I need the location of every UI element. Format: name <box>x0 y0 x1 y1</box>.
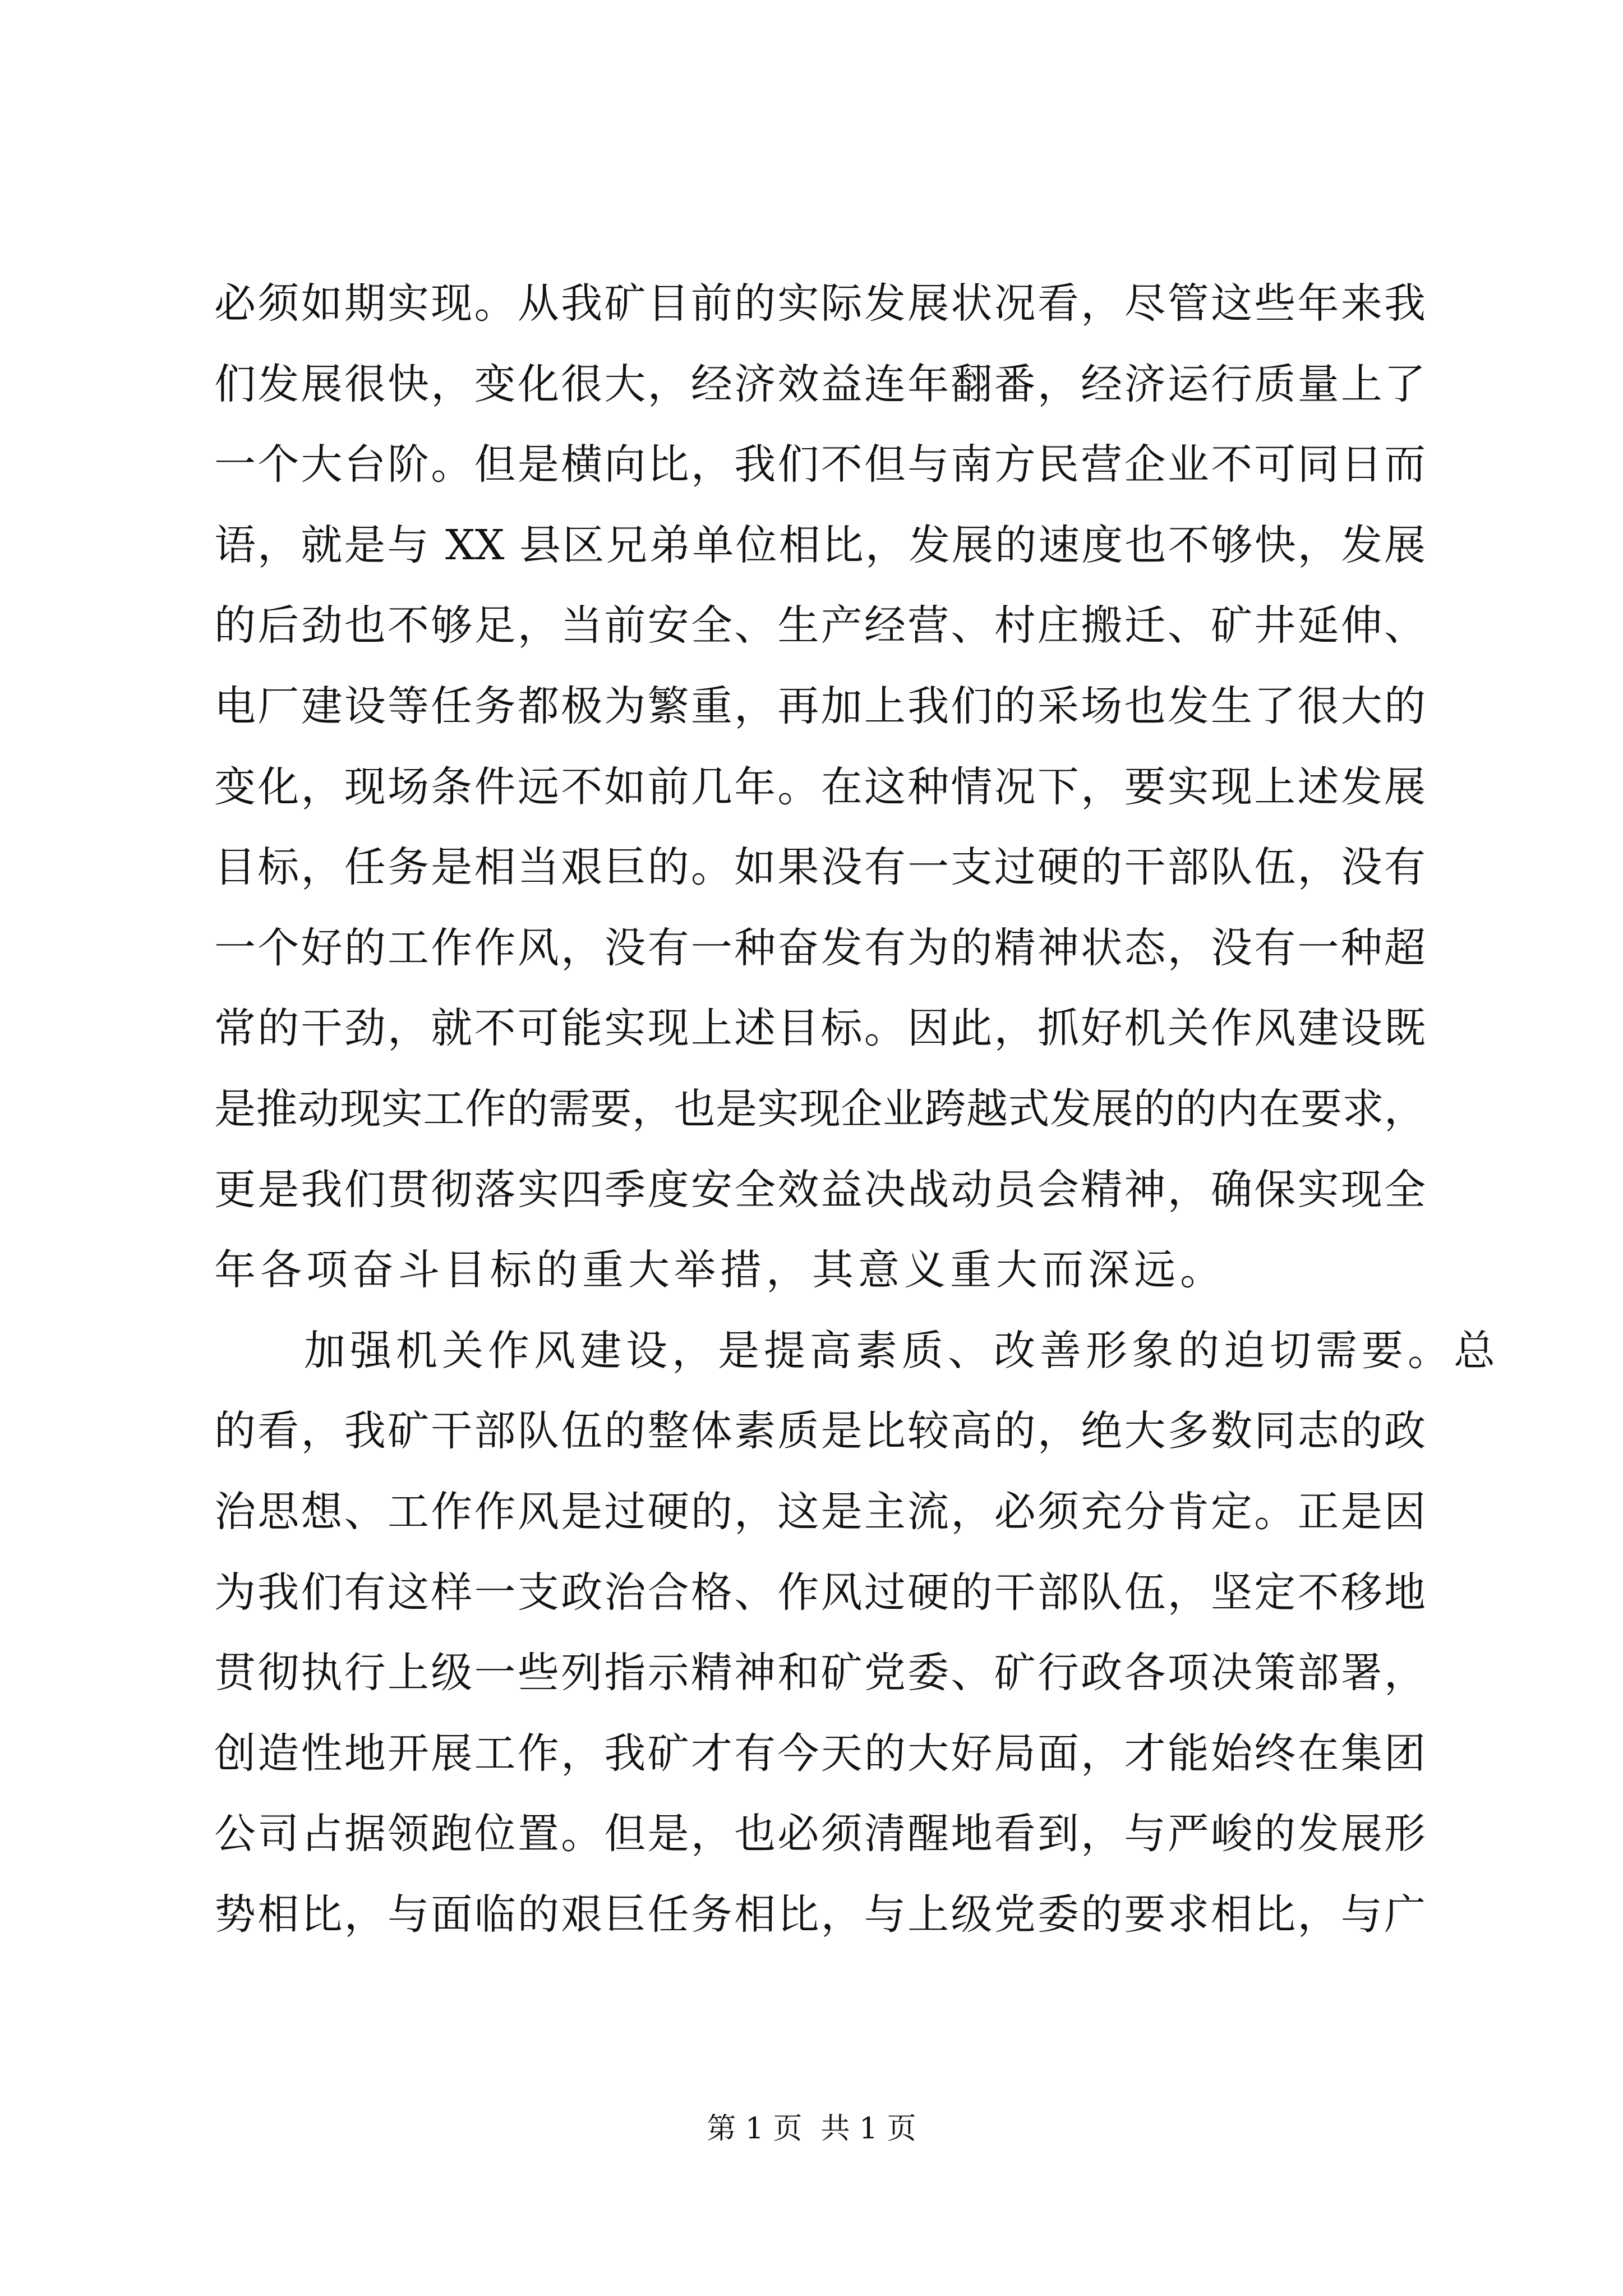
text-line: 必须如期实现。从我矿目前的实际发展状况看，尽管这些年来我 <box>214 279 1426 328</box>
text-line: 为我们有这样一支政治合格、作风过硬的干部队伍，坚定不移地 <box>214 1568 1426 1617</box>
body-text <box>214 264 1500 1955</box>
text-line: 一个好的工作作风，没有一种奋发有为的精神状态，没有一种超 <box>214 923 1426 972</box>
text-line: 势相比，与面临的艰巨任务相比，与上级党委的要求相比，与广 <box>214 1890 1426 1939</box>
text-line: 们发展很快，变化很大，经济效益连年翻番，经济运行质量上了 <box>214 360 1426 408</box>
text-line: 创造性地开展工作，我矿才有今天的大好局面，才能始终在集团 <box>214 1729 1426 1778</box>
text-line: 的后劲也不够足，当前安全、生产经营、村庄搬迁、矿井延伸、 <box>214 601 1426 650</box>
text-line: 贯彻执行上级一些列指示精神和矿党委、矿行政各项决策部署， <box>214 1649 1426 1697</box>
text-line: 更是我们贯彻落实四季度安全效益决战动员会精神，确保实现全 <box>214 1165 1426 1214</box>
text-line: 语，就是与 XX 县区兄弟单位相比，发展的速度也不够快，发展 <box>214 521 1426 569</box>
text-line: 治思想、工作作风是过硬的，这是主流，必须充分肯定。正是因 <box>214 1487 1426 1536</box>
paragraph-first-line: 加强机关作风建设，是提高素质、改善形象的迫切需要。总 <box>304 1326 1500 1375</box>
paragraph-last-line: 年各项奋斗目标的重大举措，其意义重大而深远。 <box>214 1246 1226 1295</box>
text-line: 电厂建设等任务都极为繁重，再加上我们的采场也发生了很大的 <box>214 682 1426 730</box>
text-line: 变化，现场条件远不如前几年。在这种情况下，要实现上述发展 <box>214 762 1426 811</box>
text-line: 目标，任务是相当艰巨的。如果没有一支过硬的干部队伍，没有 <box>214 843 1426 892</box>
text-line: 的看，我矿干部队伍的整体素质是比较高的，绝大多数同志的政 <box>214 1407 1426 1456</box>
page-number-footer: 第 1 页 共 1 页 <box>707 2112 916 2146</box>
text-line: 公司占据领跑位置。但是，也必须清醒地看到，与严峻的发展形 <box>214 1810 1426 1858</box>
text-line: 是推动现实工作的需要，也是实现企业跨越式发展的的内在要求， <box>214 1084 1426 1133</box>
text-line: 一个大台阶。但是横向比，我们不但与南方民营企业不可同日而 <box>214 440 1426 489</box>
text-line: 常的干劲，就不可能实现上述目标。因此，抓好机关作风建设既 <box>214 1004 1426 1053</box>
